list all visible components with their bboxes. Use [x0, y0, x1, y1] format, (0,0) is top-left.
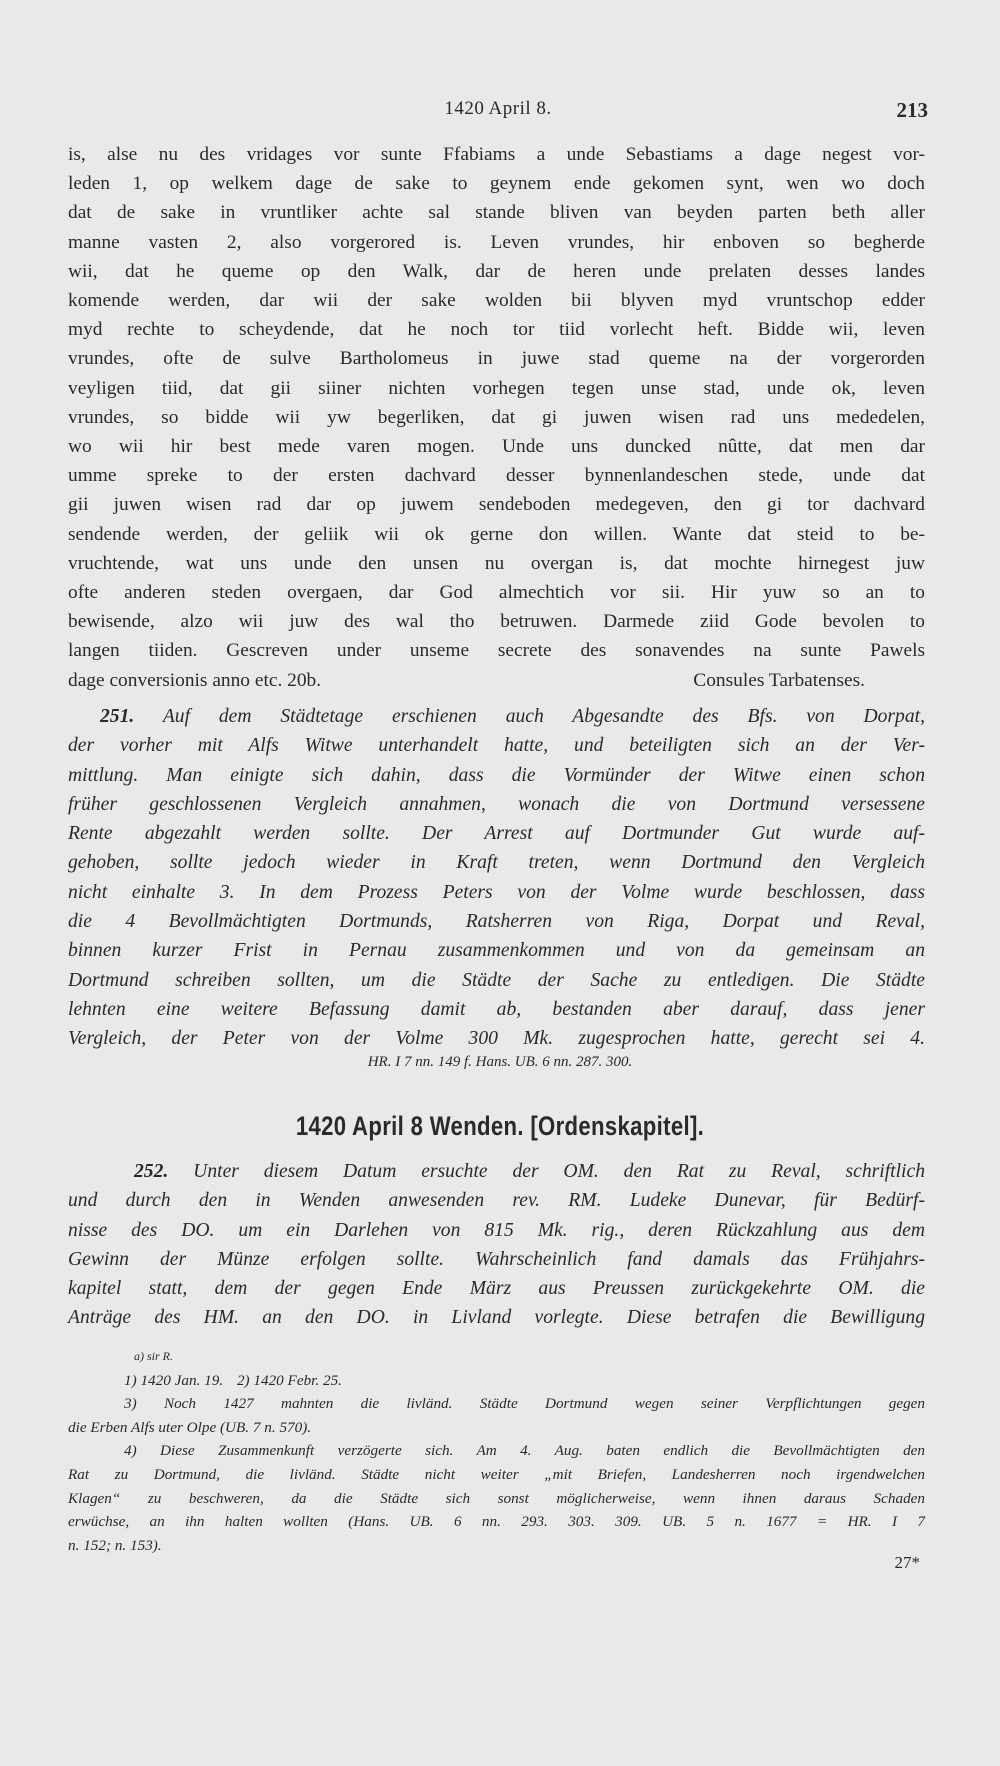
entry-251-line: früher geschlossenen Vergleich annahmen, wonach die von Dortmund versessene — [68, 793, 925, 815]
letter-line: vrundes, ofte de sulve Bartholomeus in juwe stad queme na der vorgerorden — [68, 348, 925, 370]
entry-251-text: Auf dem Städtetage erschienen auch Abgesandte des Bfs. von Dorpat, — [162, 706, 925, 727]
letter-line: veyligen tiid, dat gii siiner nichten vorhegen tegen unse stad, unde ok, leven — [68, 377, 925, 399]
entry-251-line: binnen kurzer Frist in Pernau zusammenkommen und von da gemeinsam an — [68, 940, 925, 962]
entry-252-text: Unter diesem Datum ersuchte der OM. den Rat zu Reval, schriftlich — [193, 1161, 925, 1182]
entry-251-line: lehnten eine weitere Befassung damit ab, bestanden aber darauf, dass jener — [68, 998, 925, 1020]
letter-text — [68, 140, 925, 695]
header-title: 1420 April 8. — [444, 98, 552, 119]
letter-line: ofte anderen steden overgaen, dar God almechtich vor sii. Hir yuw so an to — [68, 582, 925, 604]
footnote-1: 1) 1420 Jan. 19. — [124, 1371, 224, 1389]
entry-252-line: kapitel statt, dem der gegen Ende März aus Preussen zurückgekehrte OM. die — [68, 1278, 925, 1300]
letter-line: bewisende, alzo wii juw des wal tho betruwen. Darmede ziid Gode bevolen to — [68, 611, 925, 633]
letter-line: is, alse nu des vridages vor sunte Ffabiams a unde Sebastiams a dage negest vor- — [68, 144, 925, 165]
letter-line: wii, dat he queme op den Walk, dar de heren unde prelaten desses landes — [68, 260, 925, 282]
footnotes-1-2 — [68, 1369, 925, 1393]
entry-251 — [68, 702, 925, 1054]
footnote-3-line: 3) Noch 1427 mahnten die livländ. Städte Dortmund wegen seiner Verpflichtungen gegen — [124, 1395, 925, 1413]
letter-line: gii juwen wisen rad dar op juwem sendeboden medegeven, den gi tor dachvard — [68, 494, 925, 516]
entry-251-line: der vorher mit Alfs Witwe unterhandelt hatte, und beteiligten sich an der Ver- — [68, 735, 925, 757]
letter-closing-line — [68, 666, 925, 695]
entry-251-line: mittlung. Man einigte sich dahin, dass die Vormünder der Witwe einen schon — [68, 764, 925, 786]
entry-251-line: nicht einhalte 3. In dem Prozess Peters von der Volme wurde beschlossen, dass — [68, 881, 925, 903]
entry-252-line: Anträge des HM. an den DO. in Livland vorlegte. Diese betrafen die Bewilligung — [68, 1307, 925, 1329]
letter-line: umme spreke to der ersten dachvard desser bynnenlandeschen stede, unde dat — [68, 465, 925, 487]
footnote-3-line: die Erben Alfs uter Olpe (UB. 7 n. 570). — [68, 1418, 312, 1436]
footnote-4-line: erwüchse, an ihn halten wollten (Hans. UB. 6 nn. 293. 303. 309. UB. 5 n. 1677 = HR. I 7 — [68, 1513, 925, 1531]
letter-signature: Consules Tarbatenses. — [693, 669, 865, 691]
letter-closing-date: dage conversionis anno etc. 20b. — [68, 669, 322, 691]
entry-252 — [68, 1157, 925, 1333]
letter-line: sendende werden, der geliik wii ok gerne don willen. Wante dat steid to be- — [68, 523, 925, 545]
letter-line: dat de sake in vruntliker achte sal stande bliven van beyden parten beth aller — [68, 202, 925, 224]
footnote-4-line: 4) Diese Zusammenkunft verzögerte sich. Am 4. Aug. baten endlich die Bevollmächtigten den — [124, 1442, 925, 1460]
footnote-4-line: Klagen“ zu beschweren, da die Städte sich sonst möglicherweise, wenn ihnen daraus Schaden — [68, 1489, 925, 1507]
letter-line: myd rechte to scheydende, dat he noch tor tiid vorlecht heft. Bidde wii, leven — [68, 319, 925, 341]
letter-line: wo wii hir best mede varen mogen. Unde uns duncked nûtte, dat men dar — [68, 436, 925, 458]
entry-251-line: Rente abgezahlt werden sollte. Der Arrest auf Dortmunder Gut wurde auf- — [68, 823, 925, 845]
footnotes — [68, 1345, 925, 1557]
footnote-2: 2) 1420 Febr. 25. — [236, 1371, 342, 1389]
running-header — [68, 94, 928, 124]
reference-line: HR. I 7 nn. 149 f. Hans. UB. 6 nn. 287. 300. — [367, 1054, 633, 1070]
entry-252-line: Gewinn der Münze erfolgen sollte. Wahrscheinlich fand damals das Frühjahrs- — [68, 1248, 925, 1270]
entry-252-line — [68, 1157, 925, 1186]
entry-251-line: die 4 Bevollmächtigten Dortmunds, Ratsherren von Riga, Dorpat und Reval, — [68, 911, 925, 933]
letter-line: manne vasten 2, also vorgerored is. Leven vrundes, hir enboven so begherde — [68, 231, 925, 253]
entry-251-line — [68, 702, 925, 731]
page-number: 213 — [896, 98, 928, 122]
letter-line: vruchtende, wat uns unde den unsen nu overgan is, dat mochte hirnegest juw — [68, 552, 925, 574]
entry-252-line: nisse des DO. um ein Darlehen von 815 Mk. rig., deren Rückzahlung aus dem — [68, 1219, 925, 1241]
signature-mark: 27* — [894, 1553, 920, 1572]
entry-251-line: Dortmund schreiben sollten, um die Städte der Sache zu entledigen. Die Städte — [68, 969, 925, 991]
entry-251-line: Vergleich, der Peter von der Volme 300 Mk. zugesprochen hatte, gerecht sei 4. — [68, 1028, 925, 1050]
entry-number: 252. — [134, 1161, 169, 1182]
entry-251-line: gehoben, sollte jedoch wieder in Kraft treten, wenn Dortmund den Vergleich — [68, 852, 925, 874]
footnote-4-line: Rat zu Dortmund, die livländ. Städte nicht weiter „mit Briefen, Landesherren noch irgendwelchen — [68, 1465, 925, 1483]
letter-line: vrundes, so bidde wii yw begerliken, dat gi juwen wisen rad uns mededelen, — [68, 406, 925, 428]
footnote-a: a) sir R. — [134, 1349, 173, 1363]
letter-line: komende werden, dar wii der sake wolden bii blyven myd vruntschop edder — [68, 290, 925, 312]
entry-252-line: und durch den in Wenden anwesenden rev. RM. Ludeke Dunevar, für Bedürf- — [68, 1190, 925, 1212]
letter-line: leden 1, op welkem dage de sake to geynem ende gekomen synt, wen wo doch — [68, 173, 925, 195]
section-heading: 1420 April 8 Wenden. [Ordenskapitel]. — [295, 1111, 705, 1141]
letter-line: langen tiiden. Gescreven under unseme secrete des sonavendes na sunte Pawels — [68, 640, 925, 662]
entry-number: 251. — [100, 706, 135, 727]
footnote-4-line: n. 152; n. 153). — [68, 1536, 162, 1554]
